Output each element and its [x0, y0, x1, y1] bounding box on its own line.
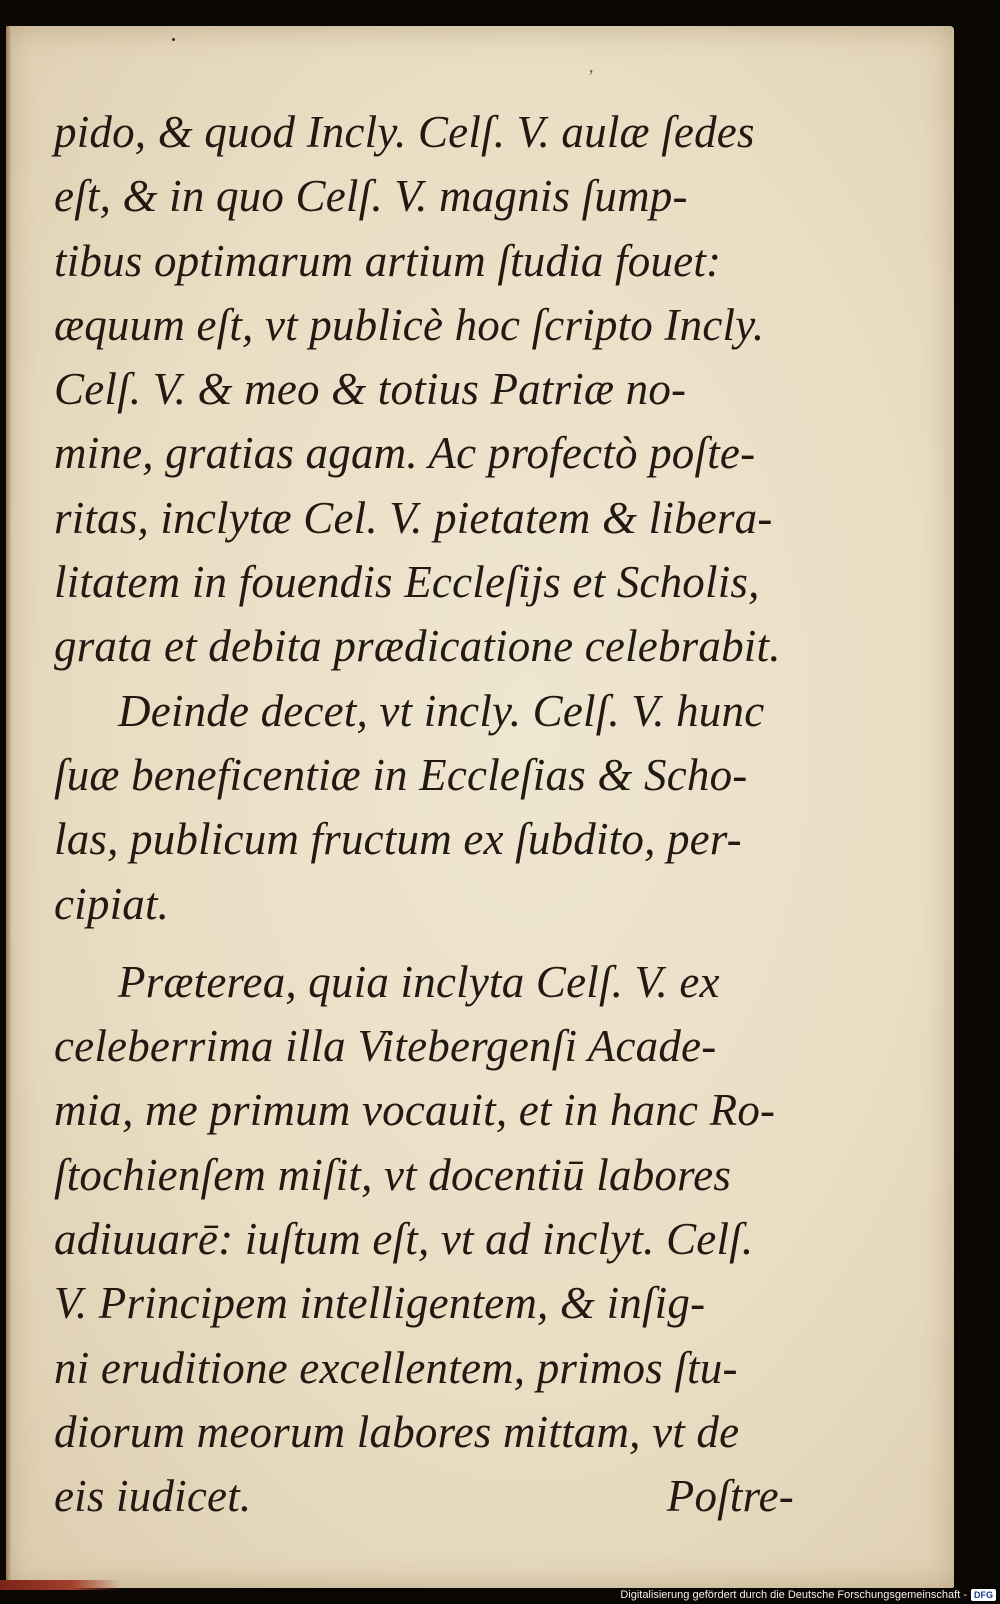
text-line: pido, & quod Incly. Celſ. V. aulæ ſedes — [54, 107, 755, 157]
text-line: V. Principem intelligentem, & inſig- — [54, 1278, 706, 1329]
catchword: Poſtre- — [666, 1471, 794, 1522]
ink-mark: , — [589, 56, 594, 76]
paragraph-gap — [54, 936, 794, 950]
text-line: litatem in fouendis Eccleſijs et Scholis, — [54, 557, 760, 608]
text-line: cipiat. — [54, 878, 170, 929]
text-line: Deinde decet, vt incly. Celſ. V. hunc — [118, 685, 765, 736]
paragraph — [54, 950, 794, 1529]
text-line: celeberrima illa Vitebergenſi Acade- — [54, 1021, 717, 1072]
book-cover-edge — [0, 1580, 120, 1590]
text-line: diorum meorum labores mittam, vt de — [54, 1406, 740, 1457]
text-line: ni eruditione excellentem, primos ſtu- — [54, 1342, 738, 1393]
text-line: eis iudicet. — [54, 1471, 252, 1522]
text-line: ſuæ beneficentiæ in Eccleſias & Scho- — [54, 749, 748, 800]
credit-text: Digitalisierung gefördert durch die Deutsche Forschungsgemeinschaft - — [620, 1589, 967, 1601]
digitization-credit — [620, 1589, 996, 1601]
text-line: adiuuarē: iuſtum eſt, vt ad inclyt. Celſ. — [54, 1214, 754, 1265]
text-line: Præterea, quia inclyta Celſ. V. ex — [118, 956, 720, 1007]
paragraph — [54, 679, 794, 936]
page-text — [54, 100, 794, 1529]
text-line: eſt, & in quo Celſ. V. magnis ſump- — [54, 171, 688, 222]
text-line: tibus optimarum artium ſtudia fouet: — [54, 235, 722, 286]
text-line: las, publicum fructum ex ſubdito, per- — [54, 814, 742, 865]
last-line — [54, 1464, 794, 1528]
text-line: grata et debita prædicatione celebrabit. — [54, 621, 781, 672]
ink-speck — [172, 38, 175, 41]
text-line: mia, me primum vocauit, et in hanc Ro- — [54, 1085, 776, 1136]
page-edge — [6, 26, 11, 1588]
text-line: mine, gratias agam. Ac profectò poſte- — [54, 428, 756, 479]
paragraph — [54, 100, 794, 679]
dfg-logo: DFG — [971, 1589, 996, 1601]
text-line: æquum eſt, vt publicè hoc ſcripto Incly. — [54, 299, 765, 350]
text-line: ſtochienſem miſit, vt docentiū labores — [54, 1149, 732, 1200]
text-line: Celſ. V. & meo & totius Patriæ no- — [54, 364, 687, 415]
text-line: ritas, inclytæ Cel. V. pietatem & libera- — [54, 492, 773, 543]
